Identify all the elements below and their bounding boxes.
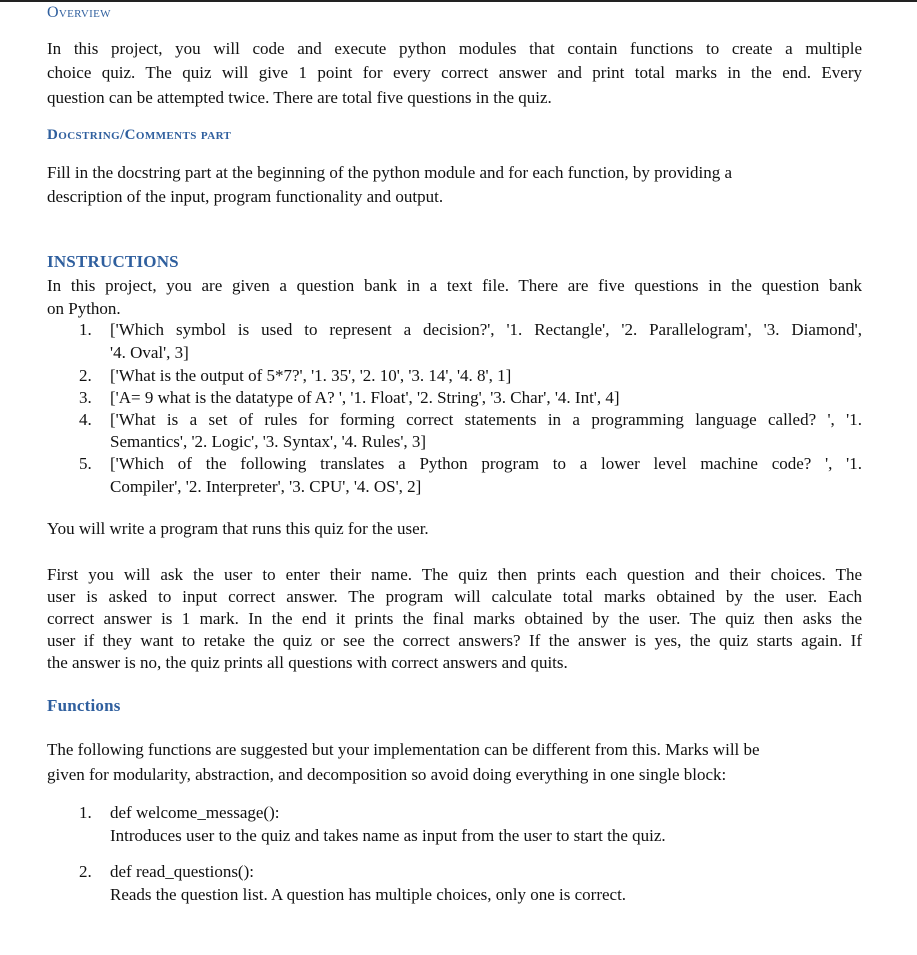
description-line: correct answer is 1 mark. In the end it prints the final marks obtained by the user. The quiz then asks the [47, 609, 862, 628]
function-description: Reads the question list. A question has multiple choices, only one is correct. [110, 885, 627, 904]
overview-heading: Overview [47, 4, 111, 21]
function-number: 1. [79, 803, 92, 822]
overview-line: question can be attempted twice. There are total five questions in the quiz. [47, 88, 552, 107]
description-line: First you will ask the user to enter their name. The quiz then prints each question and their choices. The [47, 565, 862, 584]
description-line: the answer is no, the quiz prints all questions with correct answers and quits. [47, 653, 568, 672]
question-text: Semantics', '2. Logic', '3. Syntax', '4. Rules', 3] [110, 432, 427, 451]
question-text: ['Which of the following translates a Python program to a lower level machine code? ', '1. [110, 454, 862, 473]
function-number: 2. [79, 862, 92, 881]
instructions-intro-line: In this project, you are given a question bank in a text file. There are five questions in the question bank [47, 276, 862, 295]
question-number: 5. [79, 454, 92, 473]
function-name: def welcome_message(): [110, 803, 280, 822]
question-text: ['Which symbol is used to represent a decision?', '1. Rectangle', '2. Parallelogram', '3. Diamond', [110, 320, 862, 339]
question-number: 2. [79, 366, 92, 385]
question-number: 4. [79, 410, 92, 429]
question-number: 1. [79, 320, 92, 339]
description-line: user if they want to retake the quiz or see the correct answers? If the answer is yes, the quiz starts again. If [47, 631, 862, 650]
functions-heading: Functions [47, 696, 121, 715]
docstring-line: description of the input, program functionality and output. [47, 187, 444, 206]
question-text: Compiler', '2. Interpreter', '3. CPU', '4. OS', 2] [110, 477, 422, 496]
instructions-heading: INSTRUCTIONS [47, 252, 179, 271]
function-description: Introduces user to the quiz and takes name as input from the user to start the quiz. [110, 826, 666, 845]
instructions-intro-line: on Python. [47, 299, 121, 318]
overview-line: In this project, you will code and execute python modules that contain functions to create a multiple [47, 39, 862, 58]
function-name: def read_questions(): [110, 862, 254, 881]
functions-intro-line: given for modularity, abstraction, and decomposition so avoid doing everything in one single block: [47, 765, 727, 784]
question-text: ['What is the output of 5*7?', '1. 35', '2. 10', '3. 14', '4. 8', 1] [110, 366, 512, 385]
overview-line: choice quiz. The quiz will give 1 point for every correct answer and print total marks in the end. Every [47, 63, 862, 82]
docstring-heading: Docstring/Comments part [47, 127, 232, 143]
top-border [0, 0, 917, 2]
functions-intro-line: The following functions are suggested but your implementation can be different from this. Marks will be [47, 740, 760, 759]
description-line: user is asked to input correct answer. The program will calculate total marks obtained by the user. Each [47, 587, 862, 606]
write-program-line: You will write a program that runs this quiz for the user. [47, 519, 429, 538]
question-number: 3. [79, 388, 92, 407]
question-text: '4. Oval', 3] [110, 343, 189, 362]
docstring-line: Fill in the docstring part at the beginning of the python module and for each function, by providing a [47, 163, 733, 182]
question-text: ['What is a set of rules for forming correct statements in a programming language called? ', '1. [110, 410, 862, 429]
question-text: ['A= 9 what is the datatype of A? ', '1. Float', '2. String', '3. Char', '4. Int', 4] [110, 388, 620, 407]
